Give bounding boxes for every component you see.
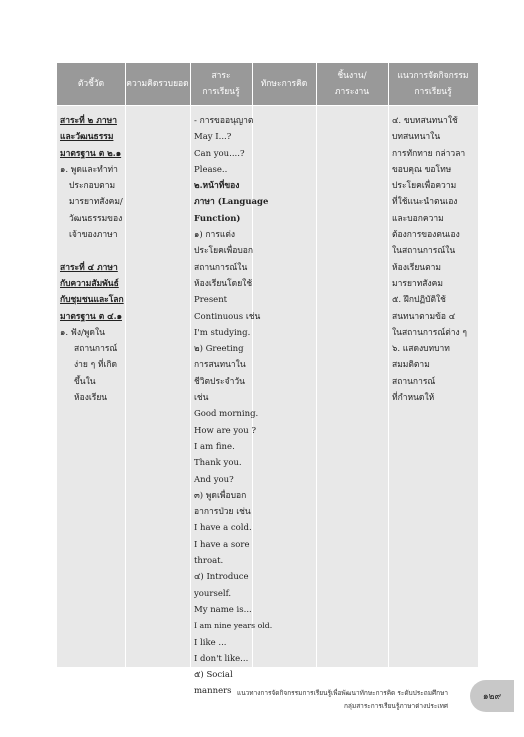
content-line: My name is... (194, 604, 252, 615)
content-line: I don't like... (194, 653, 249, 664)
header-indicator: ตัวชี้วัด (77, 79, 105, 89)
content-line: I have a sore (194, 539, 250, 550)
content-line: ประโยคเพื่อบอก (194, 246, 254, 257)
content-line: I like ... (194, 637, 227, 648)
content-line: ๑) การแต่ง (194, 230, 236, 241)
activity-line: และบอกความ (392, 213, 444, 224)
content-column (194, 113, 272, 700)
activity-line: ในสถานการณ์ต่าง ๆ (392, 327, 467, 338)
content-line: I am fine. (194, 441, 235, 452)
standard-4-1: มาตรฐาน ต ๔.๑ (60, 311, 122, 322)
standard-2-1: มาตรฐาน ต ๒.๑ (60, 148, 122, 159)
content-heading: Function) (194, 213, 241, 224)
strand-2-title: สาระที่ ๒ ภาษา (60, 116, 117, 126)
activity-line: ๖. แสดงบทบาท (392, 344, 450, 355)
content-line: I have a cold. (194, 523, 252, 534)
header-thinking-skill: ทักษะการคิด (260, 79, 308, 89)
content-line: Continuous เช่น (194, 311, 261, 322)
activity-line: ต้องการของตนเอง (392, 230, 460, 241)
content-line: อาการป่วย เช่น (194, 507, 251, 518)
content-line: การสนทนาใน (194, 360, 246, 371)
indicator-item: ขึ้นใน (74, 376, 96, 387)
column-divider (125, 63, 126, 667)
footer-subject: กลุ่มสาระการเรียนรู้ภาษาต่างประเทศ (344, 702, 448, 710)
indicator-item: สถานการณ์ (74, 344, 118, 355)
content-line: Please.. (194, 164, 228, 175)
content-heading: ภาษา (Language (194, 197, 269, 208)
strand-2-title: และวัฒนธรรม (60, 132, 114, 143)
strand-4-title: กับความสัมพันธ์ (60, 278, 119, 289)
content-line: Thank you. (194, 458, 242, 469)
column-divider (316, 63, 317, 667)
header-task: ชิ้นงาน/ ภาระงาน (334, 71, 370, 97)
header-concept: ความคิดรวบยอด (126, 79, 189, 89)
indicator-item: วัฒนธรรมของ (69, 213, 123, 224)
content-line: yourself. (194, 588, 232, 599)
indicator-item: ๑. พูดและทำท่า (60, 164, 118, 175)
activity-line: ขอบคุณ ขอโทษ (392, 164, 452, 175)
strand-4-title: กับชุมชนและโลก (60, 295, 124, 306)
activity-line: ที่กำหนดให้ (392, 393, 435, 404)
content-line: And you? (194, 474, 234, 485)
activity-line: สนทนาตามข้อ ๔ (392, 311, 456, 322)
content-line: Present (194, 295, 228, 306)
activity-line: ประโยคเพื่อความ (392, 181, 457, 192)
activity-line: สถานการณ์ (392, 376, 436, 387)
content-line: throat. (194, 556, 224, 567)
activity-line: ๔. ขบทสนทนาใช้ (392, 116, 458, 126)
content-line: ๒) Greeting (194, 344, 244, 355)
activity-line: ในสถานการณ์ใน (392, 246, 456, 257)
activity-line: มารยาทสังคม (392, 278, 443, 289)
content-line: ๕) Social (194, 670, 233, 681)
content-line: Can you....? (194, 148, 245, 159)
content-line: I'm studying. (194, 327, 251, 338)
activity-line: สมมติตาม (392, 360, 430, 371)
indicator-item: ง่าย ๆ ที่เกิด (74, 360, 118, 371)
content-line: May I...? (194, 132, 232, 143)
indicator-item: มารยาทสังคม/ (69, 197, 123, 208)
content-line: manners (194, 686, 232, 697)
content-line: ชีวิตประจำวัน (194, 376, 245, 387)
page-number (470, 680, 514, 712)
indicator-column (60, 113, 124, 406)
content-line: - การขออนุญาต (194, 116, 254, 126)
content-line: เช่น (194, 393, 209, 404)
activities-column (392, 113, 467, 406)
content-line: Good morning. (194, 409, 259, 420)
indicator-item: ๑. ฟัง/พูดใน (60, 327, 105, 338)
content-line: ห้องเรียนโดยใช้ (194, 278, 253, 289)
header-divider (57, 105, 478, 106)
content-line: ๔) Introduce (194, 572, 249, 583)
column-divider (190, 63, 191, 667)
content-line: How are you ? (194, 425, 257, 436)
activity-line: ที่ใช้แนะนำตนเอง (392, 197, 458, 208)
indicator-item: ประกอบตาม (69, 181, 116, 192)
activity-line: บทสนทนาใน (392, 132, 441, 143)
activity-line: ห้องเรียนตาม (392, 262, 442, 273)
activity-line: ๕. ฝึกปฏิบัติใช้ (392, 295, 446, 306)
page-number-text: ๑๒๙ (482, 692, 502, 702)
content-heading: ๒.หน้าที่ของ (194, 181, 240, 192)
content-line: สถานการณ์ใน (194, 262, 248, 273)
footer-book-title: แนวทางการจัดกิจกรรมการเรียนรู้เพื่อพัฒนาทักษะการคิด ระดับประถมศึกษา (237, 689, 448, 697)
activity-line: การทักทาย กล่าวลา (392, 148, 466, 159)
indicator-item: ห้องเรียน (74, 393, 108, 404)
header-content: สาระ การเรียนรู้ (202, 71, 240, 97)
content-line: ๓) พูดเพื่อบอก (194, 490, 247, 501)
column-divider (388, 63, 389, 667)
content-line: I am nine years old. (194, 621, 273, 631)
strand-4-title: สาระที่ ๔ ภาษา (60, 262, 118, 273)
header-activities: แนวการจัดกิจกรรม การเรียนรู้ (397, 71, 469, 97)
indicator-item: เจ้าของภาษา (69, 230, 118, 241)
